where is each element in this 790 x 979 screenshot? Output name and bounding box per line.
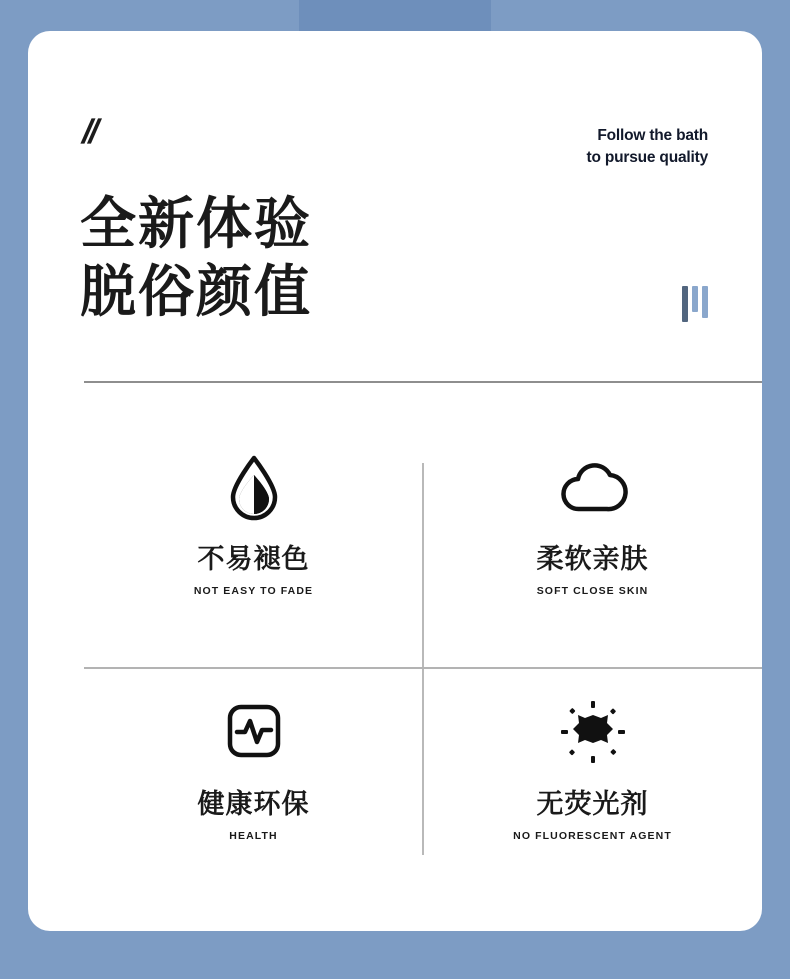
feature-grid bbox=[84, 421, 762, 881]
grid-horizontal-divider bbox=[84, 667, 762, 669]
feature-subtitle: NOT EASY TO FADE bbox=[193, 585, 314, 597]
feature-title: 健康环保 bbox=[197, 789, 310, 820]
slash-decoration: // bbox=[78, 113, 101, 151]
feature-subtitle: NO FLUORESCENT AGENT bbox=[513, 830, 672, 842]
feature-item bbox=[423, 451, 762, 597]
water-drop-icon bbox=[84, 451, 423, 523]
heartbeat-monitor-icon bbox=[84, 696, 423, 768]
feature-subtitle: HEALTH bbox=[229, 830, 278, 842]
tagline-line-1: Follow the bath bbox=[597, 127, 708, 144]
feature-item bbox=[84, 696, 423, 842]
feature-title: 不易褪色 bbox=[197, 544, 310, 575]
feature-item bbox=[84, 451, 423, 597]
cloud-icon bbox=[423, 451, 762, 523]
tagline bbox=[587, 125, 708, 170]
tagline-line-2: to pursue quality bbox=[586, 149, 708, 167]
equalizer-bars-icon bbox=[682, 286, 708, 322]
content-card bbox=[28, 31, 762, 931]
feature-item bbox=[423, 696, 762, 842]
headline-line-2: 脱俗颜值 bbox=[80, 260, 312, 326]
feature-title: 无荧光剂 bbox=[536, 789, 649, 820]
headline-line-1: 全新体验 bbox=[80, 192, 312, 257]
feature-subtitle: SOFT CLOSE SKIN bbox=[536, 585, 649, 597]
page-title bbox=[80, 191, 312, 328]
header-divider bbox=[84, 381, 762, 383]
feature-title: 柔软亲肤 bbox=[536, 544, 649, 575]
no-fluorescent-burst-icon bbox=[423, 696, 762, 768]
